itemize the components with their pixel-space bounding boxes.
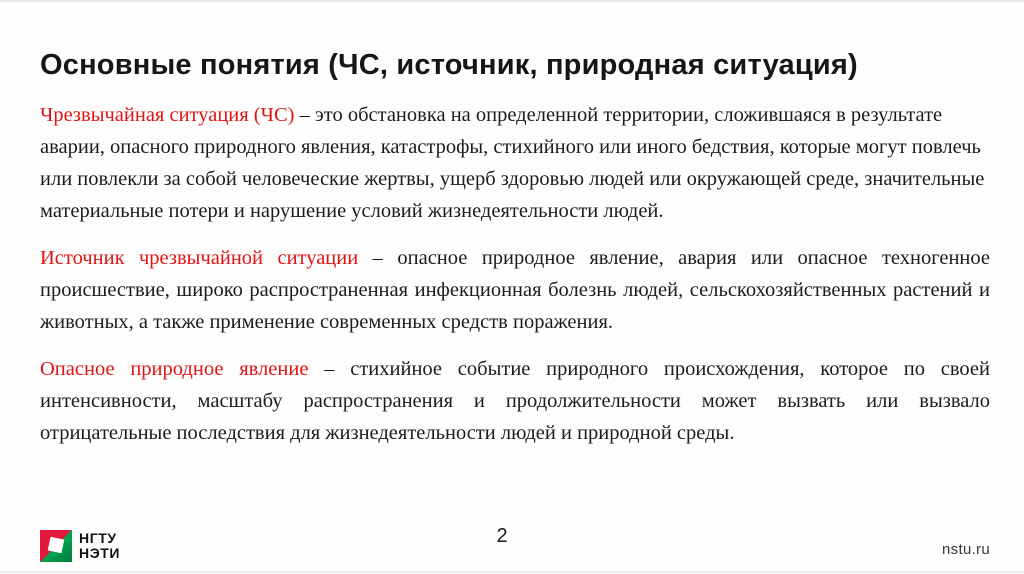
bottom-divider (0, 571, 1024, 573)
definition-paragraph-emergency-source (40, 242, 990, 338)
website-label: nstu.ru (942, 541, 990, 558)
page-number: 2 (496, 525, 508, 547)
definition-text-emergency-situation: – это обстановка на определенной территории, сложившаяся в результате аварии, опасного природного явления, катастрофы, стихийного или иного бедствия, которые могут повлечь или повлекли за собой человеческие жертвы, ущерб здоровью людей или окружающей среде, значительные материальные потери и нарушение условий жизнедеятельности людей. (40, 104, 985, 222)
page-title: Основные понятия (ЧС, источник, природная ситуация) (40, 49, 858, 82)
term-natural-hazard: Опасное природное явление (40, 358, 309, 380)
logo-text-line1: НГТУ (79, 530, 117, 546)
top-divider (0, 0, 1024, 2)
definition-text-emergency-source: – опасное природное явление, авария или опасное техногенное происшествие, широко распространенная инфекционная болезнь людей, сельскохозяйственных растений и животных, а также применение современных средств поражения. (40, 247, 990, 333)
logo-text (79, 531, 120, 561)
definition-text-natural-hazard: – стихийное событие природного происхождения, которое по своей интенсивности, масштабу распространения и продолжительности может вызвать или вызвало отрицательные последствия для жизнедеятельности людей и природной среды. (40, 358, 990, 444)
nstu-logo-icon (40, 530, 72, 562)
definition-paragraph-emergency-situation (40, 99, 990, 227)
definition-paragraph-natural-hazard (40, 353, 990, 449)
slide-body (40, 99, 990, 464)
term-emergency-situation: Чрезвычайная ситуация (ЧС) (40, 104, 295, 126)
logo-text-line2: НЭТИ (79, 545, 121, 561)
university-logo (40, 530, 120, 562)
term-emergency-source: Источник чрезвычайной ситуации (40, 247, 359, 269)
